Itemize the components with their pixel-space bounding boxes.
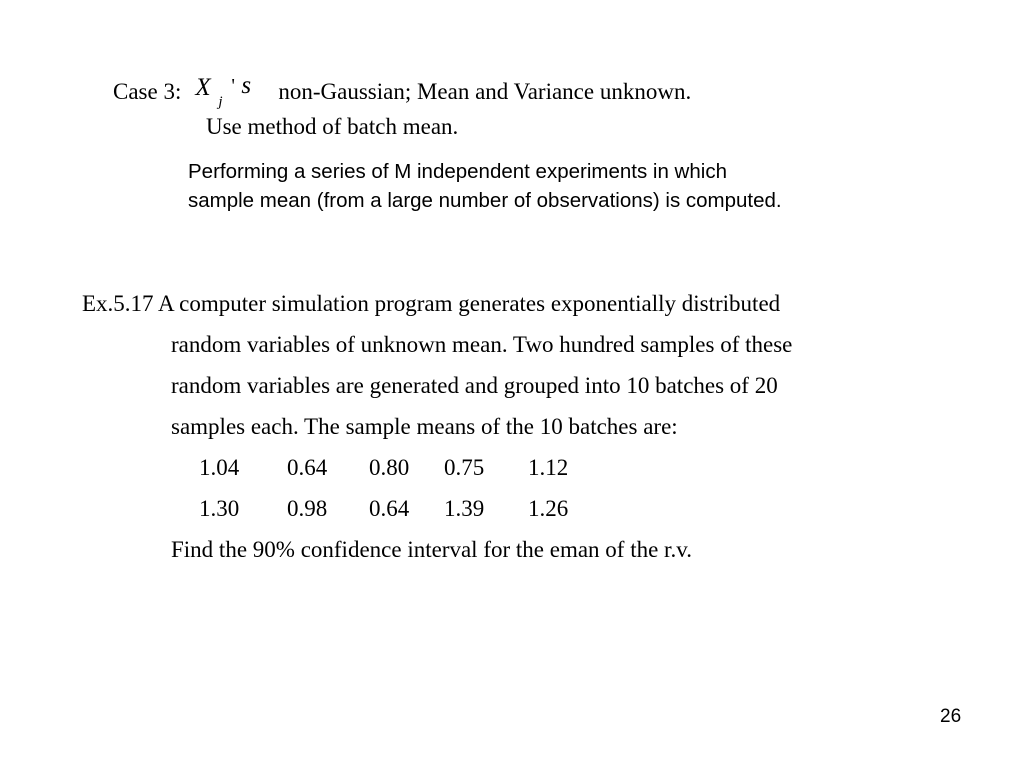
example-line-4: samples each. The sample means of the 10 batches are: [171, 414, 678, 439]
value-cell: 1.12 [528, 455, 569, 480]
values-row-1 [82, 447, 792, 488]
note-line-2: sample mean (from a large number of observations) is computed. [188, 189, 782, 212]
xj-math-expression [181, 72, 269, 110]
value-cell: 0.64 [287, 455, 328, 480]
value-cell: 1.39 [444, 496, 485, 521]
value-cell: 1.04 [199, 455, 240, 480]
example-line-3: random variables are generated and grouped into 10 batches of 20 [171, 373, 778, 398]
value-cell: 0.75 [444, 455, 485, 480]
value-cell: 1.30 [199, 496, 240, 521]
value-cell: 0.80 [369, 455, 410, 480]
example-line-2: random variables of unknown mean. Two hundred samples of these [171, 332, 793, 357]
math-apostrophe: ' [231, 75, 235, 97]
method-line: Use method of batch mean. [206, 114, 459, 139]
example-block [82, 283, 792, 570]
batch-mean-note [188, 157, 782, 215]
math-s: s [241, 72, 252, 99]
case-description: non-Gaussian; Mean and Variance unknown. [278, 79, 692, 104]
math-subscript-j: j [218, 94, 223, 110]
case-heading [113, 72, 692, 110]
value-cell: 1.26 [528, 496, 569, 521]
page-number: 26 [940, 706, 962, 727]
value-cell: 0.64 [369, 496, 410, 521]
value-cell: 0.98 [287, 496, 328, 521]
note-line-1: Performing a series of M independent experiments in which [188, 160, 727, 183]
math-x: X [195, 74, 211, 101]
case-label: Case 3: [113, 79, 182, 104]
values-row-2 [82, 488, 792, 529]
example-question: Find the 90% confidence interval for the eman of the r.v. [171, 537, 692, 562]
example-line-1: Ex.5.17 A computer simulation program generates exponentially distributed [82, 291, 781, 316]
